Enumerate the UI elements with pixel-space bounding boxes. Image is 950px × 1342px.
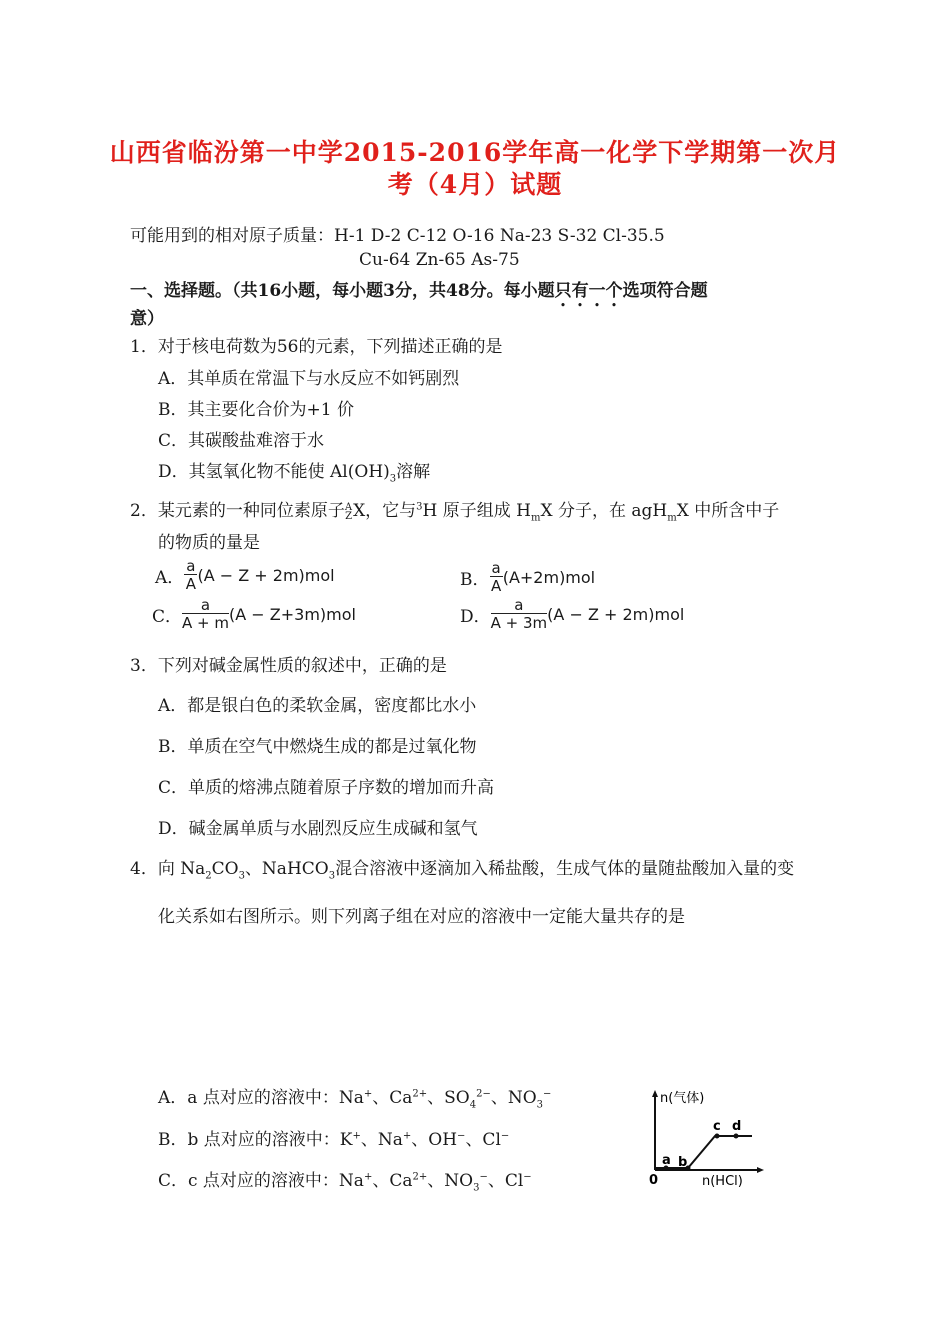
q2-option-c-numerator: a — [182, 597, 229, 614]
q2-option-a-denominator: A — [185, 575, 197, 593]
q4-option-c-text: C．c 点对应的溶液中：Na — [158, 1171, 364, 1191]
q4-option-a — [158, 1083, 551, 1110]
q4-option-b-charge-1: + — [352, 1130, 361, 1142]
graph-point-c-label: c — [713, 1119, 721, 1134]
q4-stem-text: 4．向 Na — [130, 859, 206, 879]
q4-option-c-ion-3: 、NO — [427, 1171, 474, 1191]
q2-isotope-symbol — [345, 503, 352, 521]
q1-option-d-text: D．其氢氧化物不能使 Al(OH) — [158, 462, 390, 482]
q4-stem-b: 、NaHCO — [244, 859, 329, 879]
graph-x-arrow — [757, 1167, 764, 1173]
q2-stem-tail: X 中所含中子 — [676, 501, 780, 521]
q2-stem-mid: ，它与 — [365, 501, 417, 521]
q2-option-d-label: D． — [460, 607, 491, 627]
q4-stem-tail: 混合溶液中逐滴加入稀盐酸，生成气体的量随盐酸加入量的变 — [335, 859, 795, 879]
q2-isotope-number: Z — [345, 510, 353, 522]
q4-option-b — [158, 1125, 509, 1150]
q2-option-b-numerator: a — [491, 559, 501, 577]
graph-y-arrow — [652, 1090, 658, 1097]
q1-option-d-tail: 溶解 — [396, 462, 431, 482]
q4-option-c-charge-2: 2+ — [412, 1171, 428, 1183]
q4-option-a-charge-1: + — [363, 1088, 373, 1100]
q2-option-a-numerator: a — [186, 557, 196, 575]
q4-gas-vs-hcl-graph — [640, 1082, 770, 1192]
q4-option-a-charge-3: 2− — [476, 1088, 491, 1100]
q4-option-c-charge-1: + — [363, 1171, 373, 1183]
q1-option-d — [158, 457, 430, 484]
q4-option-c-charge-3: − — [479, 1171, 488, 1183]
q2-option-c-label: C． — [152, 607, 183, 627]
graph-point-d-label: d — [732, 1119, 742, 1134]
q4-option-b-ion-4: 、Cl — [465, 1130, 501, 1150]
q4-option-a-charge-4: − — [543, 1088, 552, 1100]
title-line-2: 考（4月）试题 — [387, 170, 563, 199]
q2-stem-text: 2．某元素的一种同位素原子 — [130, 501, 345, 521]
q4-option-a-charge-2: 2+ — [412, 1088, 428, 1100]
q4-stem-line-2: 化关系如右图所示。则下列离子组在对应的溶液中一定能大量共存的是 — [158, 907, 685, 927]
section-heading-tail: 选项符合题 — [622, 281, 708, 301]
q2-stem-line-2: 的物质的量是 — [158, 533, 260, 553]
q3-option-a: A．都是银白色的柔软金属，密度都比水小 — [158, 696, 477, 716]
title-line-1: 山西省临汾第一中学2015-2016学年高一化学下学期第一次月 — [109, 138, 841, 167]
q4-stem-a: CO — [211, 859, 239, 879]
graph-point-c — [715, 1134, 720, 1139]
q3-stem: 3．下列对碱金属性质的叙述中，正确的是 — [130, 656, 447, 676]
q4-option-a-sub-4: 3 — [536, 1099, 544, 1111]
q2-option-a-label: A． — [155, 568, 185, 588]
q2-stem-mid2: H 原子组成 H — [422, 501, 532, 521]
graph-point-b-label: b — [678, 1155, 688, 1170]
q2-option-c-fraction — [182, 597, 229, 632]
q2-h-sup: 3 — [416, 501, 423, 513]
section-heading-emphasis: 只有一个 — [554, 281, 623, 301]
q2-option-a-fraction — [184, 558, 197, 593]
graph-y-label: n(气体) — [660, 1091, 705, 1106]
q4-option-b-ion-2: 、Na — [360, 1130, 403, 1150]
q2-option-d-expression: (A − Z + 2m)mol — [547, 605, 685, 624]
q2-isotope-element: X — [353, 501, 366, 521]
q4-option-b-ion-3: 、OH — [411, 1130, 458, 1150]
q4-option-c-sub-3: 3 — [473, 1182, 480, 1194]
q1-option-b: B．其主要化合价为+1 价 — [158, 400, 354, 420]
section-heading-line-2: 意） — [130, 309, 164, 329]
q2-option-a-expression: (A − Z + 2m)mol — [197, 566, 335, 585]
graph-point-d — [734, 1134, 739, 1139]
q2-option-c — [152, 597, 356, 632]
q2-stem — [130, 496, 779, 523]
q2-option-b — [460, 560, 595, 595]
q1-option-a: A．其单质在常温下与水反应不如钙剧烈 — [158, 369, 460, 389]
q2-option-b-fraction — [490, 560, 503, 595]
q2-option-d — [460, 597, 684, 632]
q4-option-a-ion-2: 、Ca — [372, 1088, 413, 1108]
q2-option-d-fraction — [491, 597, 548, 632]
q1-option-d-sub: 3 — [389, 473, 397, 485]
q2-m-sub-2: m — [667, 512, 677, 524]
q3-option-b: B．单质在空气中燃烧生成的都是过氧化物 — [158, 737, 477, 757]
q4-option-a-ion-4: 、NO — [490, 1088, 537, 1108]
q2-option-c-denominator: A + m — [182, 614, 229, 632]
q4-option-b-text: B．b 点对应的溶液中：K — [158, 1130, 353, 1150]
q3-option-c: C．单质的熔沸点随着原子序数的增加而升高 — [158, 778, 495, 798]
q4-option-a-ion-3: 、SO — [427, 1088, 470, 1108]
q4-stem-sub-1: 2 — [205, 870, 212, 882]
q2-option-b-expression: (A+2m)mol — [502, 568, 596, 587]
q4-option-c-ion-4: 、Cl — [487, 1171, 524, 1191]
q4-option-b-charge-2: + — [402, 1130, 412, 1142]
q2-isotope-mass: A — [344, 501, 353, 513]
q1-option-c: C．其碳酸盐难溶于水 — [158, 431, 325, 451]
q2-option-d-denominator: A + 3m — [490, 614, 548, 632]
q4-option-c-charge-4: − — [523, 1171, 532, 1183]
q2-m-sub: m — [531, 512, 541, 524]
q2-option-c-expression: (A − Z+3m)mol — [229, 605, 356, 624]
q4-option-b-charge-3: − — [457, 1130, 466, 1142]
q2-option-b-label: B． — [460, 570, 490, 590]
section-heading-text: 一、选择题。（共16小题，每小题3分，共48分。每小题 — [130, 281, 555, 301]
q4-option-a-sub-3: 4 — [469, 1099, 477, 1111]
graph-x-label: n(HCl) — [702, 1174, 743, 1189]
q2-option-b-denominator: A — [490, 577, 502, 595]
q4-stem-sub-3: 3 — [328, 870, 336, 882]
q4-stem-sub-2: 3 — [238, 870, 245, 882]
q4-option-b-charge-4: − — [500, 1130, 510, 1142]
q1-stem: 1．对于核电荷数为56的元素，下列描述正确的是 — [130, 337, 503, 357]
q2-stem-mid3: X 分子，在 agH — [540, 501, 668, 521]
graph-origin-label: 0 — [649, 1173, 659, 1188]
section-heading — [130, 276, 708, 311]
q4-option-c — [158, 1166, 532, 1193]
q4-stem — [130, 854, 794, 881]
q2-option-a — [155, 558, 335, 593]
graph-point-a-label: a — [662, 1153, 671, 1168]
q4-option-c-ion-2: 、Ca — [372, 1171, 413, 1191]
q2-option-d-numerator: a — [491, 597, 548, 614]
atomic-masses-line-1: 可能用到的相对原子质量：H-1 D-2 C-12 O-16 Na-23 S-32 Cl-35.5 — [130, 226, 665, 246]
atomic-masses-line-2: Cu-64 Zn-65 As-75 — [359, 250, 520, 270]
q3-option-d: D．碱金属单质与水剧烈反应生成碱和氢气 — [158, 819, 478, 839]
q4-option-a-text: A．a 点对应的溶液中：Na — [158, 1088, 364, 1108]
